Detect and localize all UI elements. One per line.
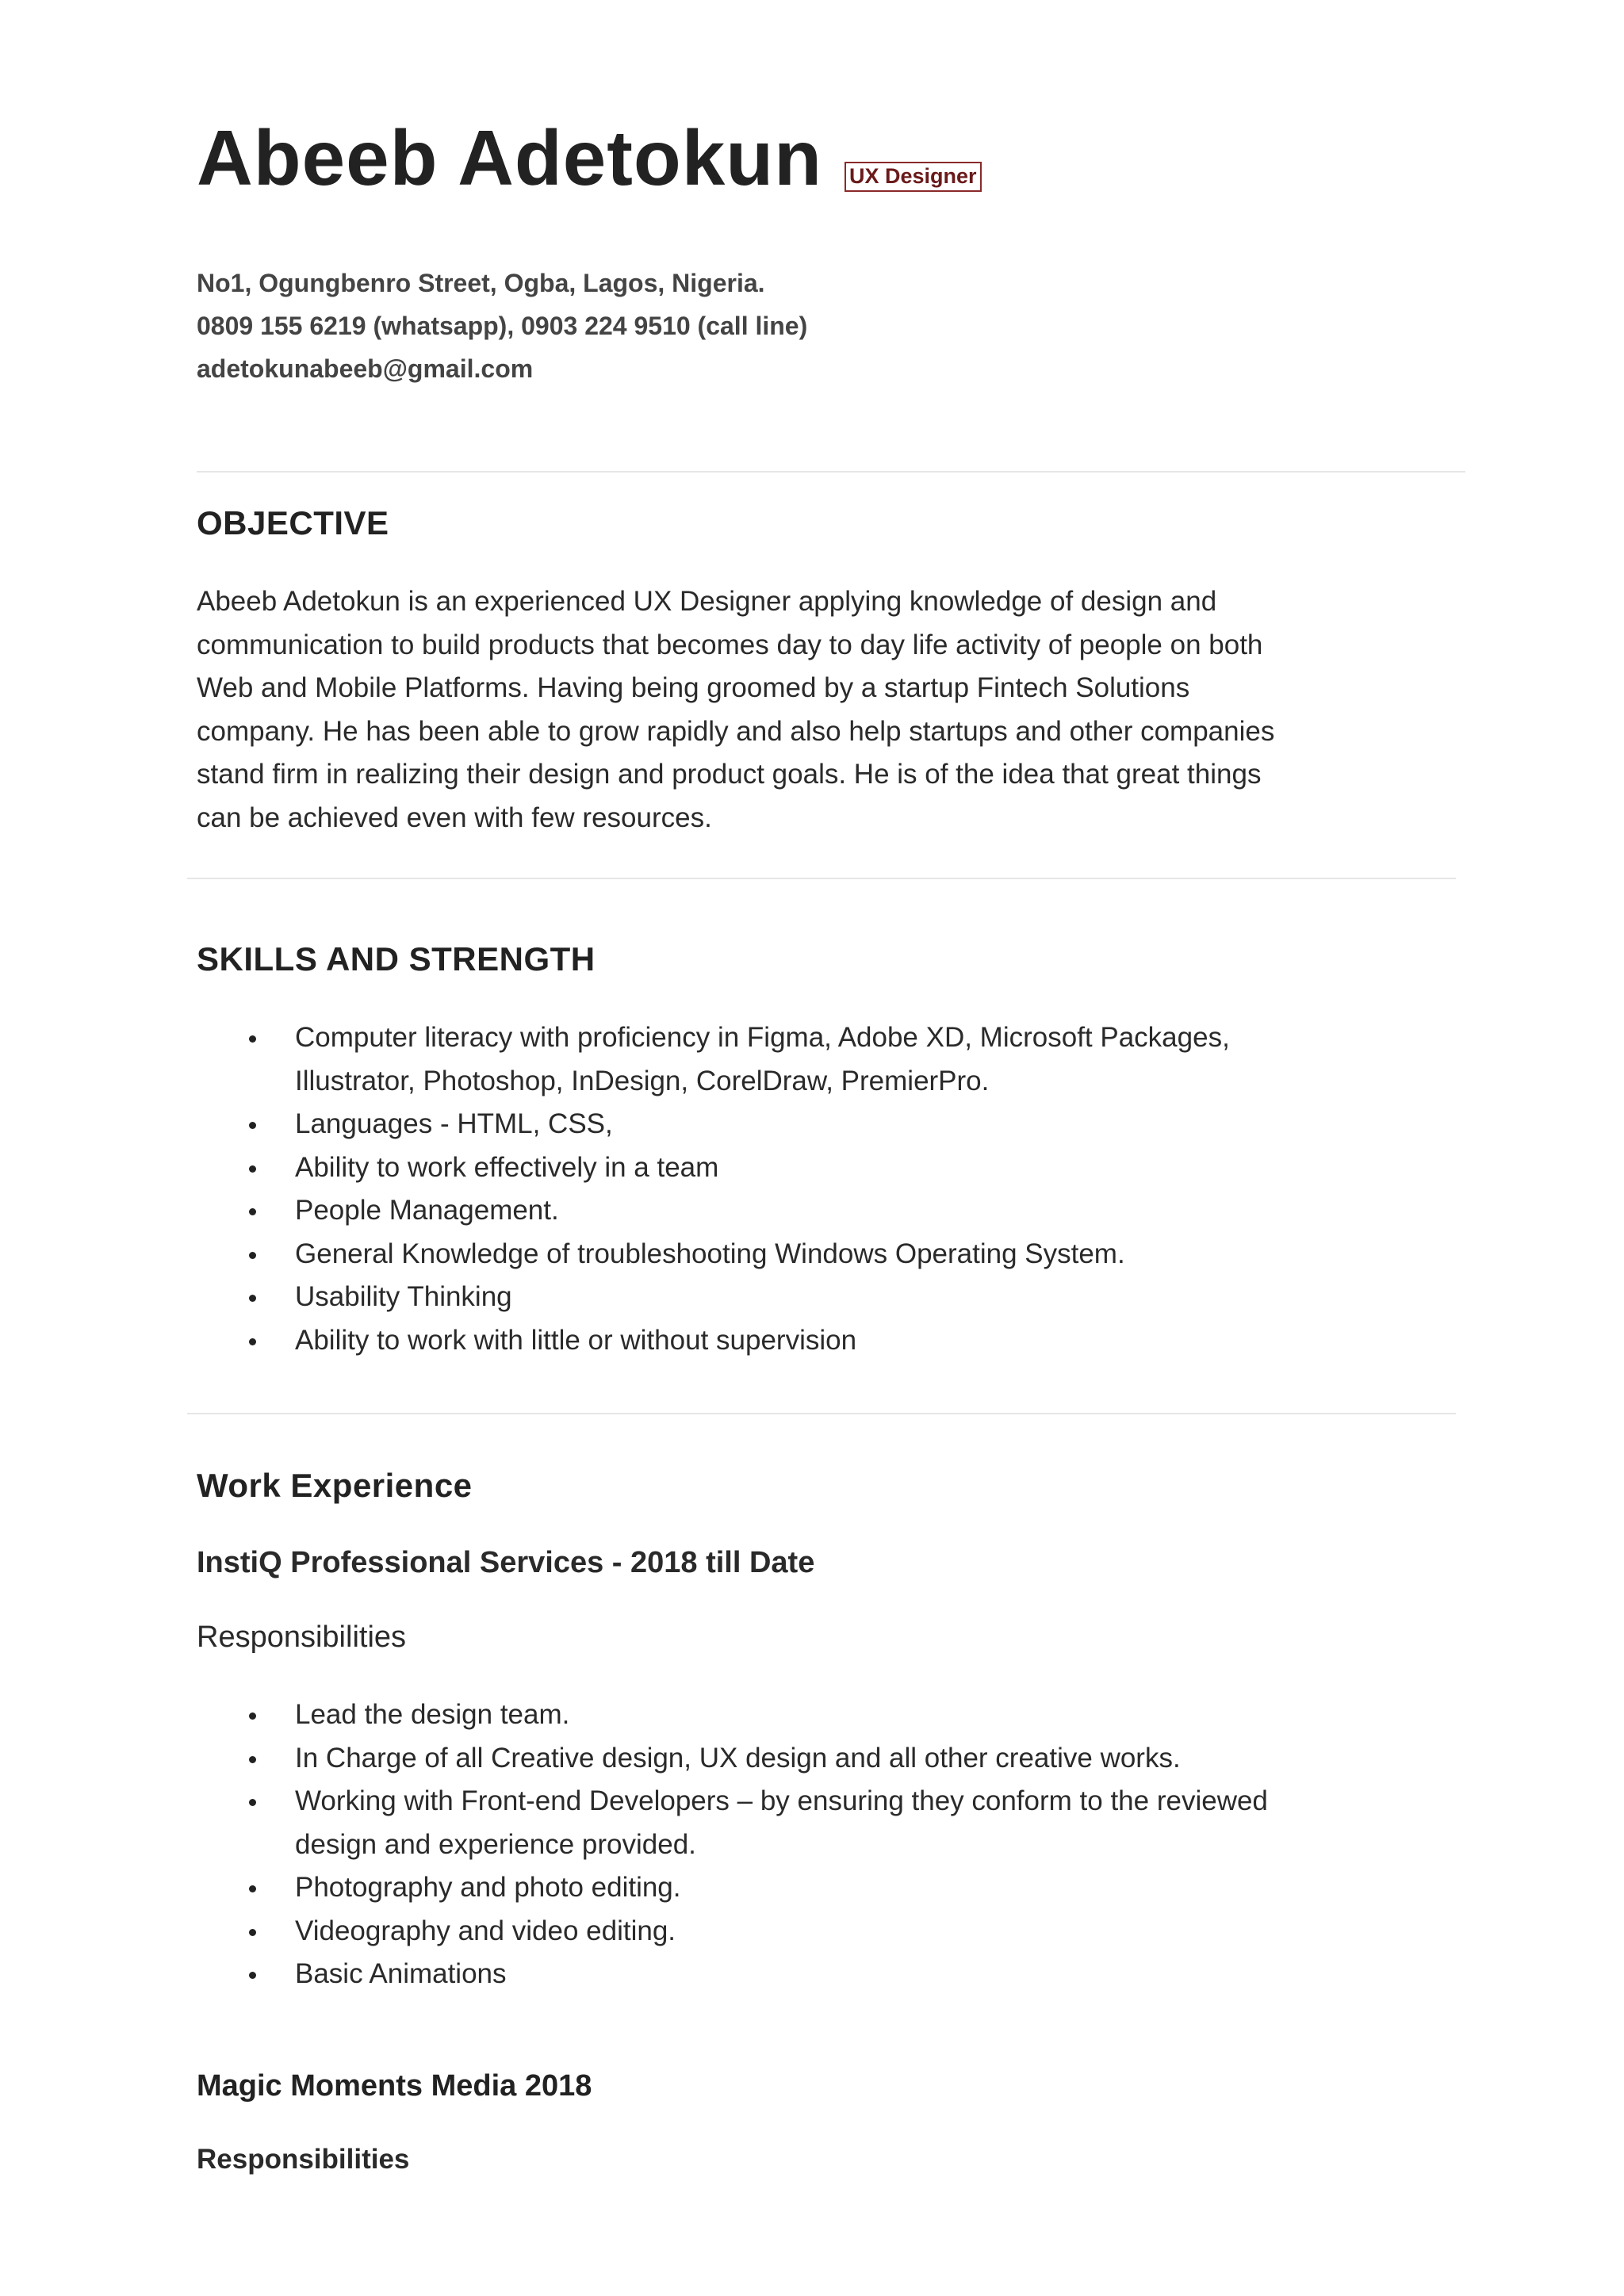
bullet-icon bbox=[249, 1756, 256, 1763]
bullet-icon bbox=[249, 1252, 256, 1259]
objective-line: Abeeb Adetokun is an experienced UX Designer applying knowledge of design and bbox=[197, 586, 1217, 617]
contact-address: No1, Ogungbenro Street, Ogba, Lagos, Nigeria. bbox=[197, 269, 765, 297]
objective-heading: OBJECTIVE bbox=[197, 504, 389, 541]
list-item: Photography and photo editing. bbox=[244, 1866, 1268, 1910]
objective-line: Web and Mobile Platforms. Having being groomed by a startup Fintech Solutions bbox=[197, 672, 1190, 703]
job-company: InstiQ Professional Services - 2018 till Date bbox=[197, 1546, 815, 1579]
objective-line: can be achieved even with few resources. bbox=[197, 802, 712, 833]
divider bbox=[197, 471, 1465, 473]
job-company: Magic Moments Media 2018 bbox=[197, 2069, 592, 2103]
divider bbox=[187, 878, 1456, 879]
bullet-icon bbox=[249, 1885, 256, 1892]
list-item: design and experience provided. bbox=[295, 1828, 696, 1860]
responsibilities-list bbox=[244, 1693, 1268, 1996]
list-item: Illustrator, Photoshop, InDesign, CorelDraw, PremierPro. bbox=[295, 1065, 990, 1096]
list-item: Videography and video editing. bbox=[244, 1910, 1268, 1954]
bullet-icon bbox=[249, 1165, 256, 1173]
skills-heading: SKILLS AND STRENGTH bbox=[197, 940, 596, 978]
list-item: Usability Thinking bbox=[244, 1276, 1230, 1319]
list-item: Basic Animations bbox=[244, 1953, 1268, 1996]
experience-heading: Work Experience bbox=[197, 1467, 473, 1504]
skills-list bbox=[244, 1016, 1230, 1362]
objective-text bbox=[197, 580, 1434, 840]
bullet-icon bbox=[249, 1799, 256, 1806]
bullet-icon bbox=[249, 1122, 256, 1129]
bullet-icon bbox=[249, 1338, 256, 1345]
bullet-icon bbox=[249, 1929, 256, 1936]
role-badge: UX Designer bbox=[845, 162, 982, 192]
bullet-icon bbox=[249, 1972, 256, 1979]
bullet-icon bbox=[249, 1712, 256, 1720]
bullet-icon bbox=[249, 1295, 256, 1302]
bullet-icon bbox=[249, 1035, 256, 1043]
list-item: In Charge of all Creative design, UX design and all other creative works. bbox=[244, 1737, 1268, 1781]
objective-line: communication to build products that becomes day to day life activity of people on both bbox=[197, 629, 1263, 660]
list-item: General Knowledge of troubleshooting Windows Operating System. bbox=[244, 1233, 1230, 1276]
list-item: Ability to work with little or without supervision bbox=[244, 1319, 1230, 1363]
list-item: Lead the design team. bbox=[244, 1693, 1268, 1737]
contact-phones: 0809 155 6219 (whatsapp), 0903 224 9510 (call line) bbox=[197, 312, 808, 340]
list-item: Ability to work effectively in a team bbox=[244, 1146, 1230, 1190]
resume-header bbox=[197, 114, 982, 201]
objective-line: company. He has been able to grow rapidly and also help startups and other companies bbox=[197, 715, 1275, 747]
responsibilities-label: Responsibilities bbox=[197, 1621, 407, 1654]
resume-page bbox=[197, 0, 1465, 2296]
list-item: People Management. bbox=[244, 1189, 1230, 1233]
list-item: Computer literacy with proficiency in Figma, Adobe XD, Microsoft Packages, bbox=[244, 1016, 1230, 1060]
bullet-icon bbox=[249, 1208, 256, 1215]
responsibilities-label: Responsibilities bbox=[197, 2144, 410, 2175]
candidate-name: Abeeb Adetokun bbox=[197, 114, 822, 201]
list-item: Languages - HTML, CSS, bbox=[244, 1103, 1230, 1146]
list-item: Working with Front-end Developers – by ensuring they conform to the reviewed bbox=[244, 1780, 1268, 1823]
objective-line: stand firm in realizing their design and product goals. He is of the idea that great things bbox=[197, 759, 1262, 790]
contact-email[interactable]: adetokunabeeb@gmail.com bbox=[197, 354, 534, 383]
divider bbox=[187, 1413, 1456, 1414]
contact-block bbox=[197, 262, 807, 390]
